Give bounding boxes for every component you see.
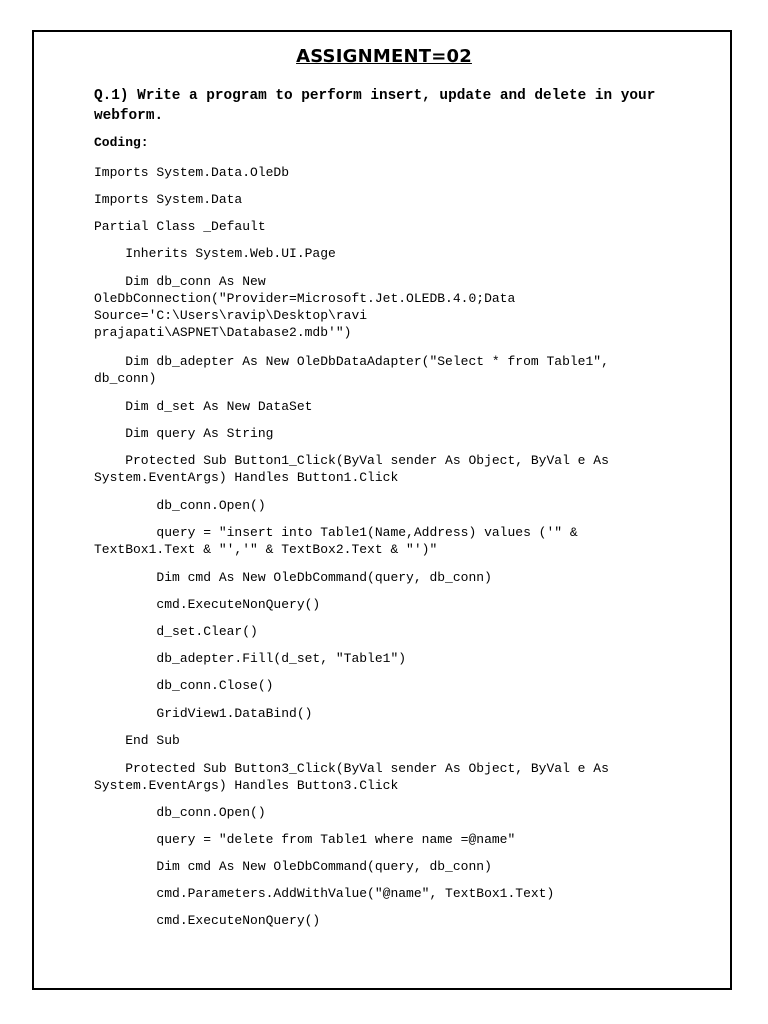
code-line: query = "delete from Table1 where name =@name" (94, 832, 516, 847)
code-line: Inherits System.Web.UI.Page (94, 246, 336, 261)
code-line: Protected Sub Button1_Click(ByVal sender As Object, ByVal e As System.EventArgs) Handles Button1.Click (94, 453, 609, 485)
coding-label: Coding: (94, 135, 149, 150)
code-line: db_conn.Open() (94, 805, 266, 820)
code-line: Protected Sub Button3_Click(ByVal sender As Object, ByVal e As System.EventArgs) Handles Button3.Click (94, 761, 609, 793)
code-line: query = "insert into Table1(Name,Address) values ('" & TextBox1.Text & "','" & TextBox2.Text & "')" (94, 525, 578, 557)
code-line: db_conn.Open() (94, 498, 266, 513)
code-line: Imports System.Data (94, 192, 243, 207)
code-line: db_conn.Close() (94, 678, 274, 693)
code-line: Dim db_conn As New OleDbConnection("Provider=Microsoft.Jet.OLEDB.4.0;Data Source='C:\Users\ravip\Desktop\ravi prajapati\ASPNET\Database2.mdb'") (94, 274, 516, 340)
code-line: GridView1.DataBind() (94, 706, 313, 721)
code-line: Dim cmd As New OleDbCommand(query, db_conn) (94, 859, 492, 874)
code-line: d_set.Clear() (94, 624, 258, 639)
code-line: Dim cmd As New OleDbCommand(query, db_conn) (94, 570, 492, 585)
question-text: Q.1) Write a program to perform insert, update and delete in your webform. (94, 88, 656, 124)
code-line: Dim d_set As New DataSet (94, 399, 313, 414)
code-line: cmd.Parameters.AddWithValue("@name", TextBox1.Text) (94, 886, 555, 901)
code-line: cmd.ExecuteNonQuery() (94, 597, 321, 612)
code-line: db_adepter.Fill(d_set, "Table1") (94, 651, 407, 666)
code-line: cmd.ExecuteNonQuery() (94, 913, 321, 928)
code-line: Dim query As String (94, 426, 274, 441)
code-line: Imports System.Data.OleDb (94, 165, 290, 180)
assignment-title: ASSIGNMENT=02 (296, 46, 472, 67)
code-line: Partial Class _Default (94, 219, 266, 234)
code-line: Dim db_adepter As New OleDbDataAdapter("Select * from Table1", db_conn) (94, 354, 609, 386)
code-line: End Sub (94, 733, 180, 748)
